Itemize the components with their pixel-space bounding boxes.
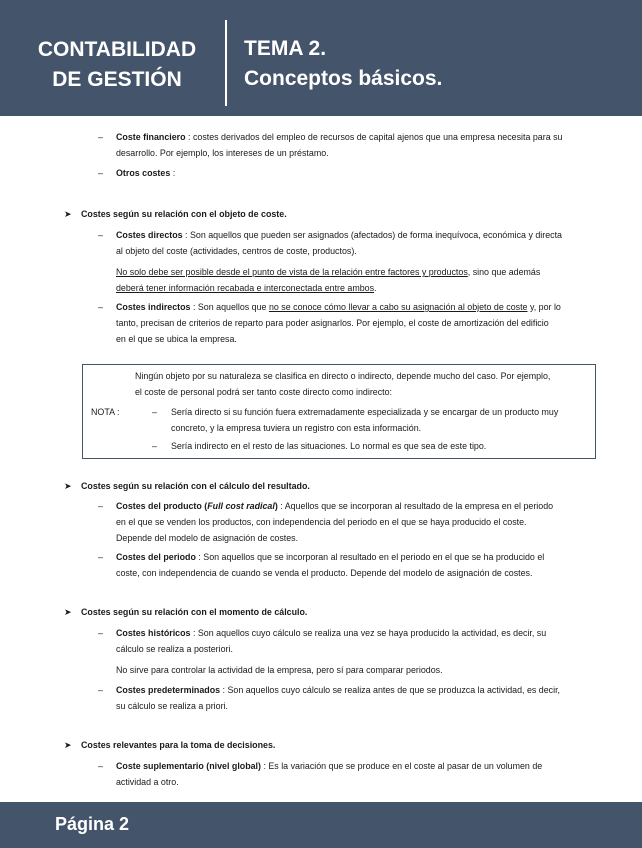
list-item-costes-periodo	[116, 549, 596, 581]
term-text: su cálculo se realiza a priori.	[116, 701, 228, 711]
subject-title-line1: CONTABILIDAD	[37, 38, 197, 61]
section-heading-objeto: Costes según su relación con el objeto de coste.	[81, 209, 287, 219]
term-label-italic: Full cost radical	[207, 501, 275, 511]
page-header	[0, 0, 642, 116]
list-dash: –	[98, 230, 103, 240]
term-text: actividad a otro.	[116, 777, 179, 787]
note-item-directo	[171, 404, 591, 436]
term-label: Costes históricos	[116, 628, 191, 638]
term-text: :	[170, 168, 176, 178]
section-heading-resultado: Costes según su relación con el cálculo del resultado.	[81, 481, 310, 491]
list-dash: –	[98, 168, 103, 178]
term-text: tanto, precisan de criterios de reparto para poder asignarlos. Por ejemplo, el coste de amortización del edificio	[116, 318, 549, 328]
note-text: Ningún objeto por su naturaleza se clasifica en directo o indirecto, depende mucho del caso. Por ejemplo,	[135, 371, 551, 381]
page-number: Página 2	[55, 814, 130, 834]
term-text: : Son aquellos que	[190, 302, 269, 312]
term-text: y, por lo	[527, 302, 561, 312]
term-label: Coste financiero	[116, 132, 186, 142]
note-box	[82, 364, 596, 459]
list-item-costes-historicos	[116, 625, 596, 678]
list-item-costes-indirectos	[116, 299, 596, 347]
term-label: Otros costes	[116, 168, 171, 178]
term-text: No sirve para controlar la actividad de la empresa, pero sí para comparar periodos.	[116, 665, 443, 675]
subject-title-line2: DE GESTIÓN	[52, 68, 182, 91]
list-dash: –	[152, 441, 157, 451]
list-item-costes-producto	[116, 498, 596, 546]
list-dash: –	[98, 685, 103, 695]
note-text: concreto, y la empresa tuviera un registro con esta información.	[171, 423, 422, 433]
topic-title	[244, 34, 442, 94]
arrow-bullet-icon: ➤	[64, 740, 72, 750]
term-text: .	[374, 283, 377, 293]
term-text: : costes derivados del empleo de recursos de capital ajenos que una empresa necesita para su	[185, 132, 563, 142]
note-item-indirecto: Sería indirecto en el resto de las situaciones. Lo normal es que sea de este tipo.	[171, 441, 487, 451]
list-item-costes-predeterminados	[116, 682, 596, 714]
list-dash: –	[152, 407, 157, 417]
list-item-otros-costes	[116, 165, 596, 181]
term-label: Costes del producto (	[116, 501, 208, 511]
list-dash: –	[98, 302, 103, 312]
term-label: Costes indirectos	[116, 302, 191, 312]
list-dash: –	[98, 552, 103, 562]
term-text: en el que se ubica la empresa.	[116, 334, 237, 344]
term-text: : Son aquellos que se incorporan al resultado en el periodo en el que se ha producido el	[195, 552, 545, 562]
term-text: : Aquellos que se incorporan al resultado de la empresa en el periodo	[277, 501, 554, 511]
term-text: desarrollo. Por ejemplo, los intereses de un préstamo.	[116, 148, 329, 158]
arrow-bullet-icon: ➤	[64, 481, 72, 491]
term-text: , sino que además	[467, 267, 541, 277]
term-text: coste, con independencia de cuando se venda el producto. Depende del modelo de asignación de costes.	[116, 568, 533, 578]
term-label: Costes directos	[116, 230, 183, 240]
note-intro	[135, 368, 590, 400]
underlined-text: no se conoce cómo llevar a cabo su asignación al objeto de coste	[268, 302, 528, 312]
term-label: )	[274, 501, 278, 511]
term-text: : Son aquellos cuyo cálculo se realiza antes de que se produzca la actividad, es decir,	[220, 685, 560, 695]
list-dash: –	[98, 628, 103, 638]
note-text: Sería directo si su función fuera extremadamente especializada y se encargar de un producto muy	[171, 407, 559, 417]
header-divider	[225, 20, 227, 106]
arrow-bullet-icon: ➤	[64, 209, 72, 219]
list-item-coste-financiero	[116, 129, 596, 161]
arrow-bullet-icon: ➤	[64, 607, 72, 617]
underlined-text: deberá tener información recabada e interconectada entre ambos	[116, 283, 375, 293]
term-text: cálculo se realiza a posteriori.	[116, 644, 233, 654]
page-content	[0, 116, 642, 802]
note-label: NOTA :	[91, 407, 120, 417]
term-text: : Son aquellos que pueden ser asignados (afectados) de forma inequívoca, económica y directa	[182, 230, 562, 240]
list-dash: –	[98, 132, 103, 142]
list-item-costes-directos	[116, 227, 596, 296]
underlined-text: No solo debe ser posible desde el punto de vista de la relación entre factores y productos	[116, 267, 468, 277]
term-label: Coste suplementario (nivel global)	[116, 761, 261, 771]
subject-title	[14, 35, 220, 95]
term-text: : Es la variación que se produce en el coste al pasar de un volumen de	[260, 761, 543, 771]
topic-title-line1: TEMA 2.	[244, 37, 327, 60]
term-text: al objeto del coste (actividades, centros de coste, productos).	[116, 246, 357, 256]
note-text: el coste de personal podrá ser tanto coste directo como indirecto:	[135, 387, 393, 397]
term-label: Costes del periodo	[116, 552, 196, 562]
term-text: Depende del modelo de asignación de costes.	[116, 533, 299, 543]
term-label: Costes predeterminados	[116, 685, 221, 695]
section-heading-momento: Costes según su relación con el momento de cálculo.	[81, 607, 308, 617]
list-dash: –	[98, 761, 103, 771]
page-footer	[0, 802, 642, 848]
list-dash: –	[98, 501, 103, 511]
topic-title-line2: Conceptos básicos.	[244, 67, 443, 90]
term-text: : Son aquellos cuyo cálculo se realiza una vez se haya producido la actividad, es decir, su	[190, 628, 547, 638]
list-item-coste-suplementario	[116, 758, 596, 790]
section-heading-relevantes: Costes relevantes para la toma de decisiones.	[81, 740, 276, 750]
term-text: en el que se venden los productos, con independencia del periodo en el que se haya producido el coste.	[116, 517, 527, 527]
